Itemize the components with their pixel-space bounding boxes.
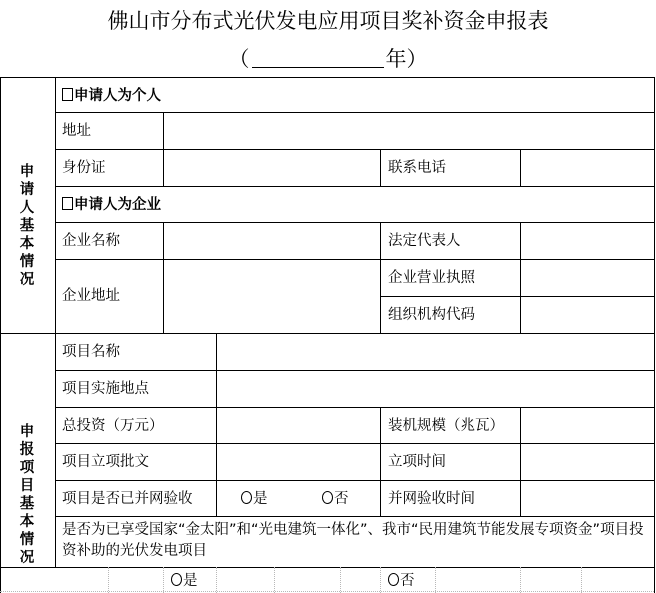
radio-circle-icon[interactable] [322,491,333,504]
label-org-code: 组织机构代码 [388,307,475,323]
label-grid-accept-time: 并网验收时间 [388,491,475,507]
label-project-location: 项目实施地点 [62,381,149,397]
label-phone: 联系电话 [388,160,446,176]
label-project-name: 项目名称 [62,344,120,360]
label-business-license: 企业营业执照 [388,270,475,286]
label-capacity: 装机规模（兆瓦） [388,418,504,434]
label-approval-doc: 项目立项批文 [62,454,149,470]
radio-circle-icon[interactable] [388,573,399,586]
personal-checkbox-icon[interactable] [62,88,73,101]
subsidy-no-option[interactable]: 否 [388,571,415,591]
label-address: 地址 [62,123,91,139]
radio-circle-icon[interactable] [241,491,252,504]
subsidy-yes-option[interactable]: 是 [171,571,198,591]
label-total-investment: 总投资（万元） [62,418,164,434]
enterprise-checkbox-icon[interactable] [62,197,73,210]
enterprise-header[interactable]: 申请人为企业 [62,195,161,215]
label-id-card: 身份证 [62,160,106,176]
label-enterprise-address: 企业地址 [62,288,120,304]
grid-yes-option[interactable]: 是 [241,489,268,509]
year-suffix: 年） [385,47,428,71]
label-legal-rep: 法定代表人 [388,233,461,249]
label-enterprise-name: 企业名称 [62,233,120,249]
subsidy-question: 是否为已享受国家“金太阳”和“光电建筑一体化”、我市“民用建筑节能发展专项资金”项目投资补助的光伏发电项目 [62,522,644,559]
project-section-label: 申报项目基本情况 [19,424,35,566]
form-title: 佛山市分布式光伏发电应用项目奖补资金申报表 [107,9,549,33]
personal-header[interactable]: 申请人为个人 [62,86,161,106]
radio-circle-icon[interactable] [171,573,182,586]
year-open-paren: （ [228,47,250,71]
label-approval-time: 立项时间 [388,454,446,470]
applicant-section-label: 申请人基本情况 [19,164,35,288]
grid-no-option[interactable]: 否 [322,489,349,509]
label-grid-accepted: 项目是否已并网验收 [62,491,193,507]
